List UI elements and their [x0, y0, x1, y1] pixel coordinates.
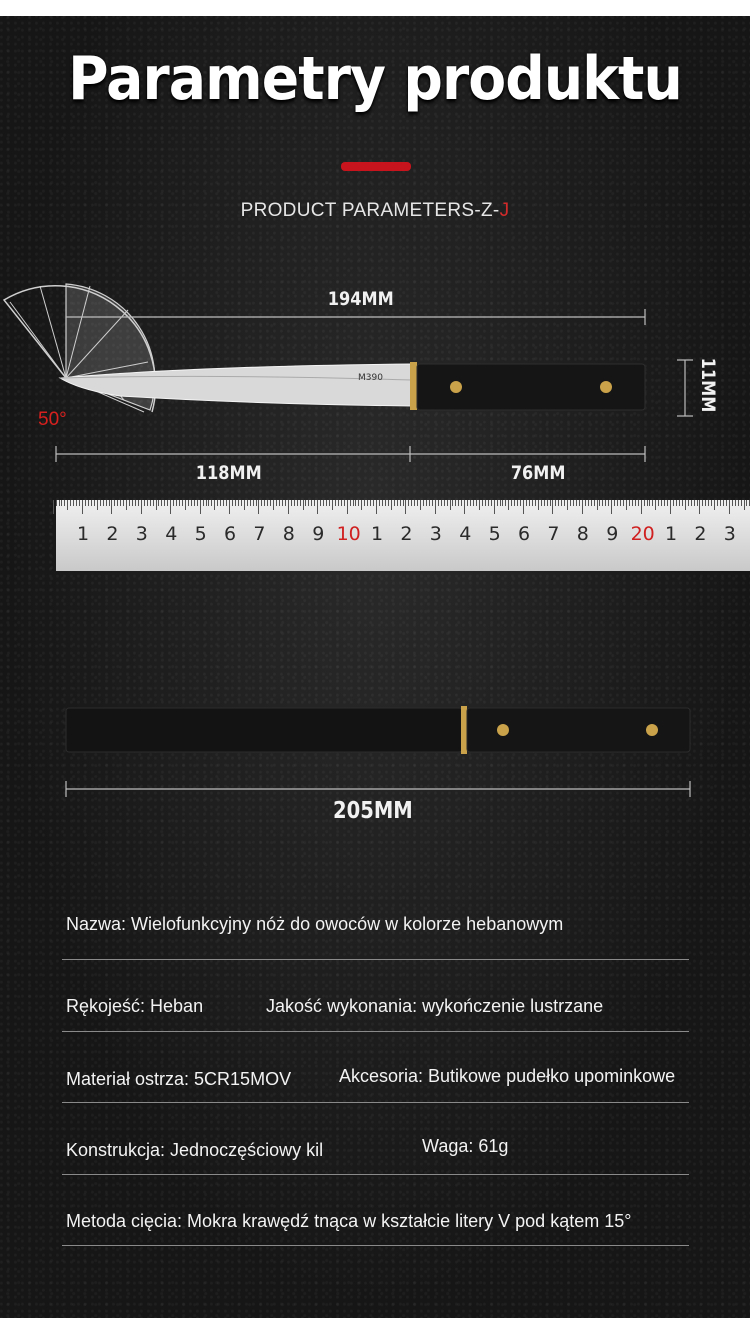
- ruler-number: 8: [282, 523, 295, 545]
- spec-name: Nazwa: Wielofunkcyjny nóż do owoców w kolorze hebanowym: [66, 914, 564, 934]
- sheathed-length-label: 205MM: [333, 798, 413, 824]
- subtitle-accent: J: [499, 200, 510, 221]
- divider: [62, 959, 689, 960]
- spec-blade-material: Materiał ostrza: 5CR15MOV: [66, 1069, 292, 1089]
- ruler-number: 4: [165, 523, 178, 545]
- ruler-number: 7: [547, 523, 560, 545]
- ruler: [56, 500, 750, 571]
- ruler-number: 10: [336, 523, 361, 545]
- divider: [62, 1174, 689, 1175]
- ruler-number: 2: [400, 523, 413, 545]
- divider: [62, 1102, 689, 1103]
- ruler-number: 9: [606, 523, 619, 545]
- ruler-number: 1: [371, 523, 384, 545]
- handle-width-label: 11MM: [697, 357, 720, 413]
- subtitle-text: PRODUCT PARAMETERS-Z-: [240, 200, 500, 221]
- ruler-number: 1: [665, 523, 678, 545]
- ruler-number: 9: [312, 523, 325, 545]
- ruler-number: 5: [194, 523, 207, 545]
- spec-accessories: Akcesoria: Butikowe pudełko upominkowe: [339, 1066, 676, 1086]
- ruler-number: 4: [459, 523, 472, 545]
- total-length-label: 194MM: [327, 288, 394, 310]
- divider: [62, 1031, 689, 1032]
- spec-weight: Waga: 61g: [422, 1136, 509, 1156]
- ruler-number: 6: [224, 523, 237, 545]
- blade-angle-label: 50°: [38, 409, 67, 430]
- blade-marking: M390: [358, 373, 383, 383]
- spec-construction: Konstrukcja: Jednoczęściowy kil: [66, 1140, 324, 1160]
- ruler-number: 6: [518, 523, 531, 545]
- ruler-number: 3: [135, 523, 148, 545]
- ruler-number: 2: [106, 523, 119, 545]
- ruler-number: 7: [253, 523, 266, 545]
- spec-handle: Rękojeść: Heban: [66, 996, 204, 1016]
- spec-cutting-method: Metoda cięcia: Mokra krawędź tnąca w kształcie litery V pod kątem 15°: [66, 1211, 632, 1231]
- spec-finish: Jakość wykonania: wykończenie lustrzane: [266, 996, 604, 1016]
- ruler-number: 3: [429, 523, 442, 545]
- ruler-number: 8: [576, 523, 589, 545]
- knife-sheath: [66, 708, 462, 752]
- ruler-number: 3: [723, 523, 736, 545]
- ruler-number: 5: [488, 523, 501, 545]
- page-title: Parametry produktu: [68, 44, 682, 114]
- handle-length-label: 76MM: [510, 462, 566, 484]
- blade-length-label: 118MM: [195, 462, 262, 484]
- ruler-number: 2: [694, 523, 707, 545]
- ruler-number: 1: [77, 523, 90, 545]
- divider: [62, 1245, 689, 1246]
- ruler-number: 20: [630, 523, 655, 545]
